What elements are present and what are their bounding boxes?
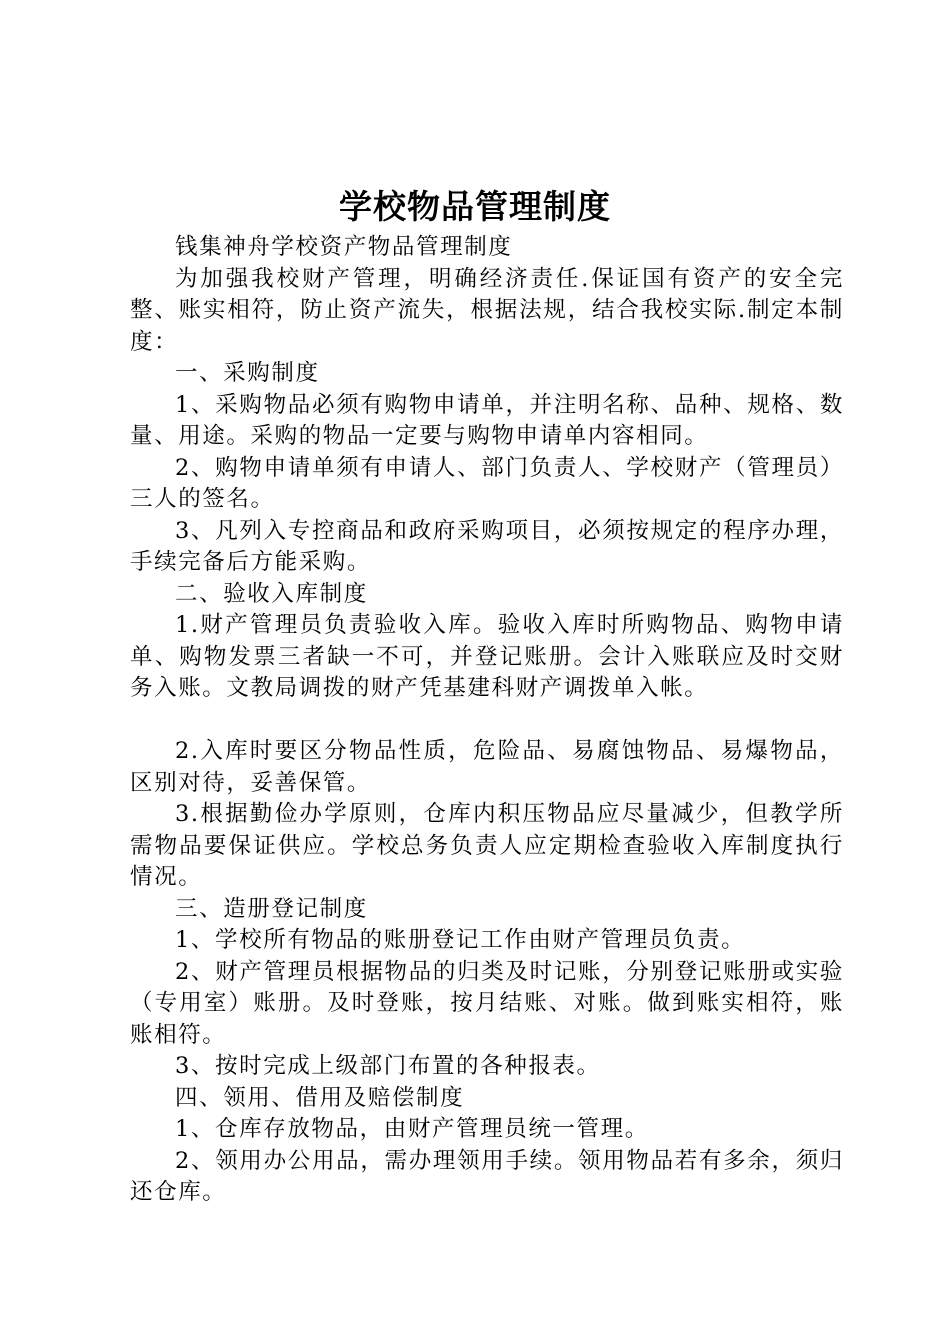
paragraph-procurement-1: 1、采购物品必须有购物申请单，并注明名称、品种、规格、数量、用途。采购的物品一定要与购物申请单内容相同。 bbox=[130, 391, 844, 449]
document-body bbox=[130, 232, 844, 1209]
paragraph-procurement-2: 2、购物申请单须有申请人、部门负责人、学校财产（管理员）三人的签名。 bbox=[130, 454, 844, 512]
paragraph-acceptance-3: 3.根据勤俭办学原则，仓库内积压物品应尽量减少，但教学所需物品要保证供应。学校总务负责人应定期检查验收入库制度执行情况。 bbox=[130, 801, 844, 890]
section-heading-registration: 三、造册登记制度 bbox=[175, 895, 368, 922]
paragraph-registration-2: 2、财产管理员根据物品的归类及时记账，分别登记账册或实验（专用室）账册。及时登账，按月结账、对账。做到账实相符，账账相符。 bbox=[130, 958, 844, 1048]
paragraph-registration-1: 1、学校所有物品的账册登记工作由财产管理员负责。 bbox=[175, 927, 746, 953]
paragraph-procurement-3: 3、凡列入专控商品和政府采购项目，必须按规定的程序办理，手续完备后方能采购。 bbox=[130, 517, 844, 575]
section-heading-borrowing: 四、领用、借用及赔偿制度 bbox=[175, 1084, 465, 1111]
paragraph-borrowing-1: 1、仓库存放物品，由财产管理员统一管理。 bbox=[175, 1116, 649, 1142]
paragraph-registration-3: 3、按时完成上级部门布置的各种报表。 bbox=[175, 1053, 601, 1079]
section-heading-acceptance: 二、验收入库制度 bbox=[175, 580, 368, 607]
paragraph-acceptance-1: 1.财产管理员负责验收入库。验收入库时所购物品、购物申请单、购物发票三者缺一不可，并登记账册。会计入账联应及时交财务入账。文教局调拨的财产凭基建科财产调拨单入帐。 bbox=[130, 612, 844, 701]
paragraph-acceptance-2: 2.入库时要区分物品性质，危险品、易腐蚀物品、易爆物品，区别对待，妥善保管。 bbox=[130, 738, 844, 796]
document-title: 学校物品管理制度 bbox=[339, 187, 611, 226]
section-heading-procurement: 一、采购制度 bbox=[175, 360, 320, 386]
paragraph-borrowing-2: 2、领用办公用品，需办理领用手续。领用物品若有多余，须归还仓库。 bbox=[130, 1147, 844, 1205]
paragraph-subtitle: 钱集神舟学校资产物品管理制度 bbox=[175, 234, 513, 260]
paragraph-intro: 为加强我校财产管理，明确经济责任.保证国有资产的安全完整、账实相符，防止资产流失，根据法规，结合我校实际.制定本制度： bbox=[130, 265, 844, 355]
